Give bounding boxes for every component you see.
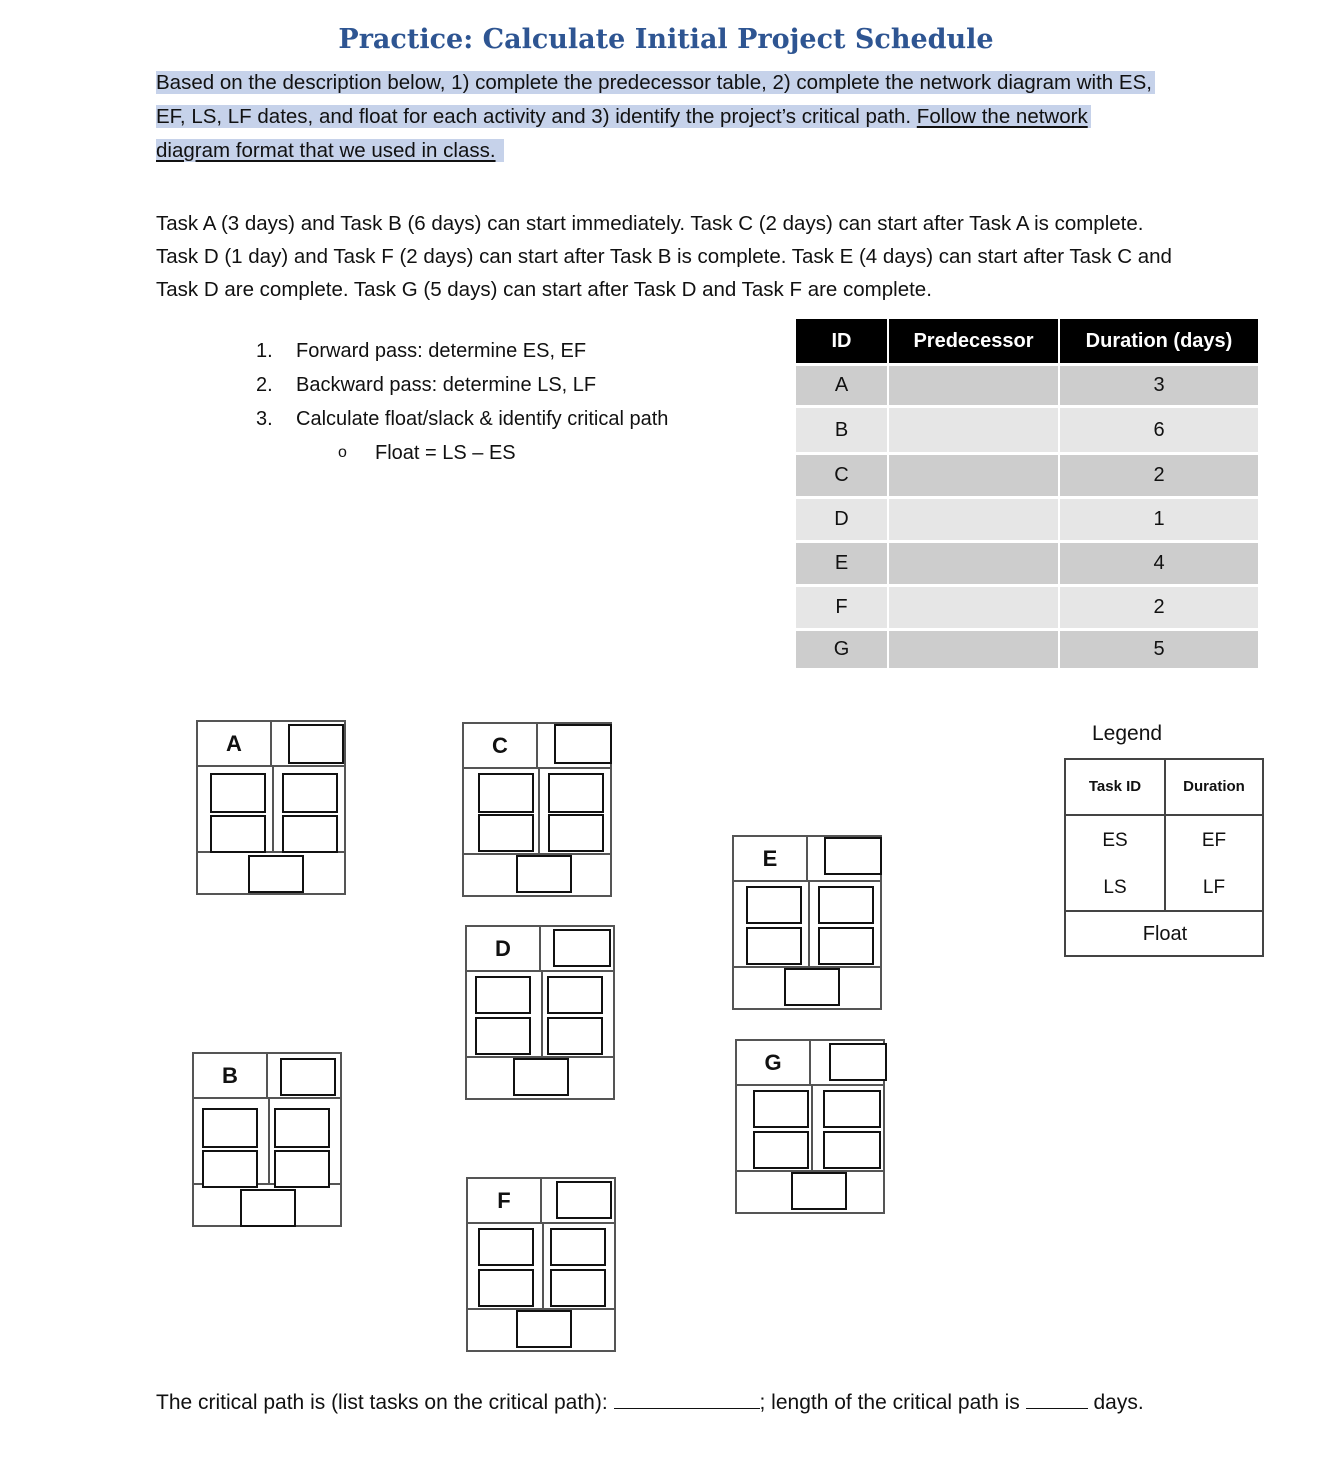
ef-input[interactable] <box>282 773 338 813</box>
float-input[interactable] <box>248 855 304 893</box>
table-row <box>796 496 1258 540</box>
duration-input[interactable] <box>553 929 611 967</box>
node-label: E <box>734 837 808 881</box>
legend-title: Legend <box>1092 722 1163 745</box>
lf-input[interactable] <box>547 1017 603 1055</box>
ls-input[interactable] <box>202 1150 258 1188</box>
sub-list-item <box>256 436 668 470</box>
critical-path-blank[interactable] <box>614 1390 760 1409</box>
table-row <box>796 628 1258 668</box>
es-input[interactable] <box>475 976 531 1014</box>
float-input[interactable] <box>516 855 572 893</box>
cell-duration: 2 <box>1060 452 1258 496</box>
cell-predecessor[interactable] <box>889 496 1060 540</box>
ef-input[interactable] <box>548 773 604 813</box>
float-input[interactable] <box>784 968 840 1006</box>
list-item <box>256 334 668 368</box>
cell-predecessor[interactable] <box>889 540 1060 584</box>
step-number: 3. <box>256 408 273 430</box>
ef-input[interactable] <box>274 1108 330 1148</box>
legend <box>1064 758 1264 957</box>
cell-duration: 3 <box>1060 363 1258 405</box>
step-number: 1. <box>256 340 273 362</box>
cell-duration: 4 <box>1060 540 1258 584</box>
cell-predecessor[interactable] <box>889 584 1060 628</box>
cell-duration: 5 <box>1060 628 1258 668</box>
lf-input[interactable] <box>823 1131 881 1169</box>
es-input[interactable] <box>746 886 802 924</box>
node-label: G <box>737 1041 811 1085</box>
network-node-c <box>462 722 612 897</box>
instructions-underlined: Follow the network diagram format that we used in class. <box>156 105 1088 162</box>
task-description: Task A (3 days) and Task B (6 days) can start immediately. Task C (2 days) can start after Task A is complete. Task D (1 day) and Task F (2 days) can start after Task B is complete. Task E (4 days) can start after Task C and Task D are complete. Task G (5 days) can start after Task D and Task F are complete. <box>156 212 1172 301</box>
duration-input[interactable] <box>554 724 612 764</box>
node-label: A <box>198 722 272 766</box>
table-row <box>796 584 1258 628</box>
cell-id: B <box>796 405 889 452</box>
bullet-icon: o <box>338 444 347 461</box>
table-row <box>796 363 1258 405</box>
cell-duration: 2 <box>1060 584 1258 628</box>
predecessor-table <box>796 319 1258 668</box>
list-item <box>256 368 668 402</box>
instructions-text: Based on the description below, 1) complete the predecessor table, 2) complete the network diagram with ES, EF, LS, LF dates, and float for each activity and 3) identify the project’s critical path. <box>156 71 1152 128</box>
legend-es: ES <box>1102 830 1128 851</box>
duration-input[interactable] <box>829 1043 887 1081</box>
cell-id: F <box>796 584 889 628</box>
float-input[interactable] <box>516 1310 572 1348</box>
substep-text: Float = LS – ES <box>375 442 516 464</box>
ls-input[interactable] <box>210 815 266 853</box>
cell-predecessor[interactable] <box>889 405 1060 452</box>
node-label: F <box>468 1179 542 1223</box>
footer-text-3: days. <box>1087 1391 1144 1414</box>
step-number: 2. <box>256 374 273 396</box>
duration-input[interactable] <box>824 837 882 875</box>
ls-input[interactable] <box>475 1017 531 1055</box>
network-node-e <box>732 835 882 1010</box>
cell-id: E <box>796 540 889 584</box>
network-node-a <box>196 720 346 895</box>
ef-input[interactable] <box>818 886 874 924</box>
ls-input[interactable] <box>478 814 534 852</box>
node-label: B <box>194 1054 268 1098</box>
es-input[interactable] <box>210 773 266 813</box>
es-input[interactable] <box>478 1228 534 1266</box>
footer-text-2: ; length of the critical path is <box>759 1391 1026 1414</box>
cell-predecessor[interactable] <box>889 452 1060 496</box>
cell-id: C <box>796 452 889 496</box>
cell-duration: 1 <box>1060 496 1258 540</box>
legend-ls: LS <box>1103 877 1127 898</box>
lf-input[interactable] <box>548 814 604 852</box>
lf-input[interactable] <box>282 815 338 853</box>
table-row <box>796 540 1258 584</box>
step-text: Calculate float/slack & identify critical path <box>296 408 669 430</box>
instructions <box>156 66 1160 168</box>
float-input[interactable] <box>513 1058 569 1096</box>
legend-float: Float <box>1142 923 1188 945</box>
critical-path-question <box>156 1390 1144 1415</box>
footer-text-1: The critical path is (list tasks on the critical path): <box>156 1391 614 1414</box>
duration-input[interactable] <box>288 724 344 764</box>
ls-input[interactable] <box>746 927 802 965</box>
node-label: C <box>464 724 538 768</box>
lf-input[interactable] <box>818 927 874 965</box>
legend-task-id: Task ID <box>1088 778 1142 795</box>
ef-input[interactable] <box>550 1228 606 1266</box>
legend-ef: EF <box>1201 830 1227 851</box>
es-input[interactable] <box>202 1108 258 1148</box>
column-header-id: ID <box>796 319 889 363</box>
ef-input[interactable] <box>823 1090 881 1128</box>
cell-id: A <box>796 363 889 405</box>
lf-input[interactable] <box>550 1269 606 1307</box>
network-node-b <box>192 1052 342 1227</box>
step-text: Backward pass: determine LS, LF <box>296 374 597 396</box>
cell-predecessor[interactable] <box>889 628 1060 668</box>
column-header-duration: Duration (days) <box>1060 319 1258 363</box>
ls-input[interactable] <box>478 1269 534 1307</box>
table-row <box>796 452 1258 496</box>
steps-list <box>256 334 668 470</box>
cell-id: G <box>796 628 889 668</box>
page-title: Practice: Calculate Initial Project Schedule <box>338 24 994 55</box>
network-node-g <box>735 1039 885 1214</box>
ls-input[interactable] <box>753 1131 809 1169</box>
float-input[interactable] <box>240 1189 296 1227</box>
duration-input[interactable] <box>280 1058 336 1096</box>
column-header-predecessor: Predecessor <box>889 319 1060 363</box>
es-input[interactable] <box>478 773 534 813</box>
duration-input[interactable] <box>556 1181 612 1219</box>
table-row <box>796 405 1258 452</box>
table-header-row <box>796 319 1258 363</box>
cell-duration: 6 <box>1060 405 1258 452</box>
network-node-d <box>465 925 615 1100</box>
cell-id: D <box>796 496 889 540</box>
lf-input[interactable] <box>274 1150 330 1188</box>
legend-duration: Duration <box>1183 778 1245 795</box>
float-input[interactable] <box>791 1172 847 1210</box>
network-node-f <box>466 1177 616 1352</box>
length-blank[interactable] <box>1026 1390 1088 1409</box>
step-text: Forward pass: determine ES, EF <box>296 340 587 362</box>
list-item <box>256 402 668 436</box>
legend-lf: LF <box>1202 877 1226 898</box>
cell-predecessor[interactable] <box>889 363 1060 405</box>
es-input[interactable] <box>753 1090 809 1128</box>
ef-input[interactable] <box>547 976 603 1014</box>
node-label: D <box>467 927 541 971</box>
